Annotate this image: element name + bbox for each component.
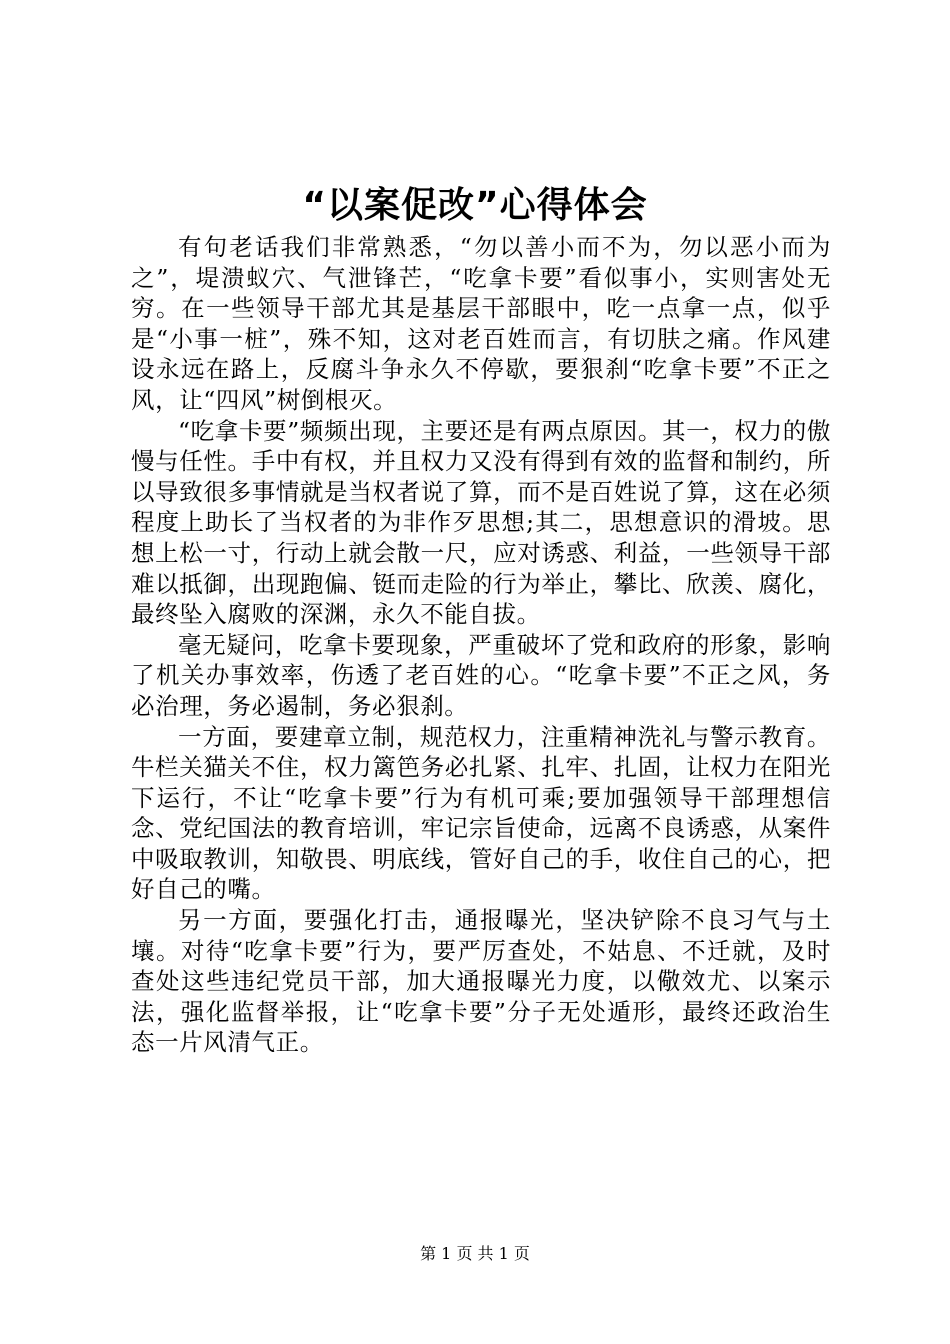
paragraph-5: 另一方面，要强化打击，通报曝光，坚决铲除不良习气与土壤。对待“吃拿卡要”行为，要严厉查处，不姑息、不迁就，及时查处这些违纪党员干部，加大通报曝光力度，以儆效尤、以案示法，强化监督举报，让“吃拿卡要”分子无处遁形，最终还政治生态一片风清气正。 [131, 906, 831, 1057]
document-title: “以案促改”心得体会 [302, 185, 648, 226]
document-body [131, 232, 831, 1058]
paragraph-1: 有句老话我们非常熟悉，“勿以善小而不为，勿以恶小而为之”，堤溃蚁穴、气泄锋芒，“吃拿卡要”看似事小，实则害处无穷。在一些领导干部尤其是基层干部眼中，吃一点拿一点，似乎是“小事一桩”，殊不知，这对老百姓而言，有切肤之痛。作风建设永远在路上，反腐斗争永久不停歇，要狠刹“吃拿卡要”不正之风，让“四风”树倒根灭。 [131, 233, 831, 414]
paragraph-2: “吃拿卡要”频频出现，主要还是有两点原因。其一，权力的傲慢与任性。手中有权，并且权力又没有得到有效的监督和制约，所以导致很多事情就是当权者说了算，而不是百姓说了算，这在必须程度上助长了当权者的为非作歹思想;其二，思想意识的滑坡。思想上松一寸，行动上就会散一尺，应对诱惑、利益，一些领导干部难以抵御，出现跑偏、铤而走险的行为举止，攀比、欣羡、腐化，最终坠入腐败的深渊，永久不能自拔。 [131, 416, 831, 629]
paragraph-3: 毫无疑问，吃拿卡要现象，严重破坏了党和政府的形象，影响了机关办事效率，伤透了老百姓的心。“吃拿卡要”不正之风，务必治理，务必遏制，务必狠刹。 [131, 630, 831, 720]
paragraph-4: 一方面，要建章立制，规范权力，注重精神洗礼与警示教育。牛栏关猫关不住，权力篱笆务必扎紧、扎牢、扎固，让权力在阳光下运行，不让“吃拿卡要”行为有机可乘;要加强领导干部理想信念、党纪国法的教育培训，牢记宗旨使命，远离不良诱惑，从案件中吸取教训，知敬畏、明底线，管好自己的手，收住自己的心，把好自己的嘴。 [131, 722, 831, 904]
page-footer: 第 1 页 共 1 页 [420, 1244, 530, 1263]
